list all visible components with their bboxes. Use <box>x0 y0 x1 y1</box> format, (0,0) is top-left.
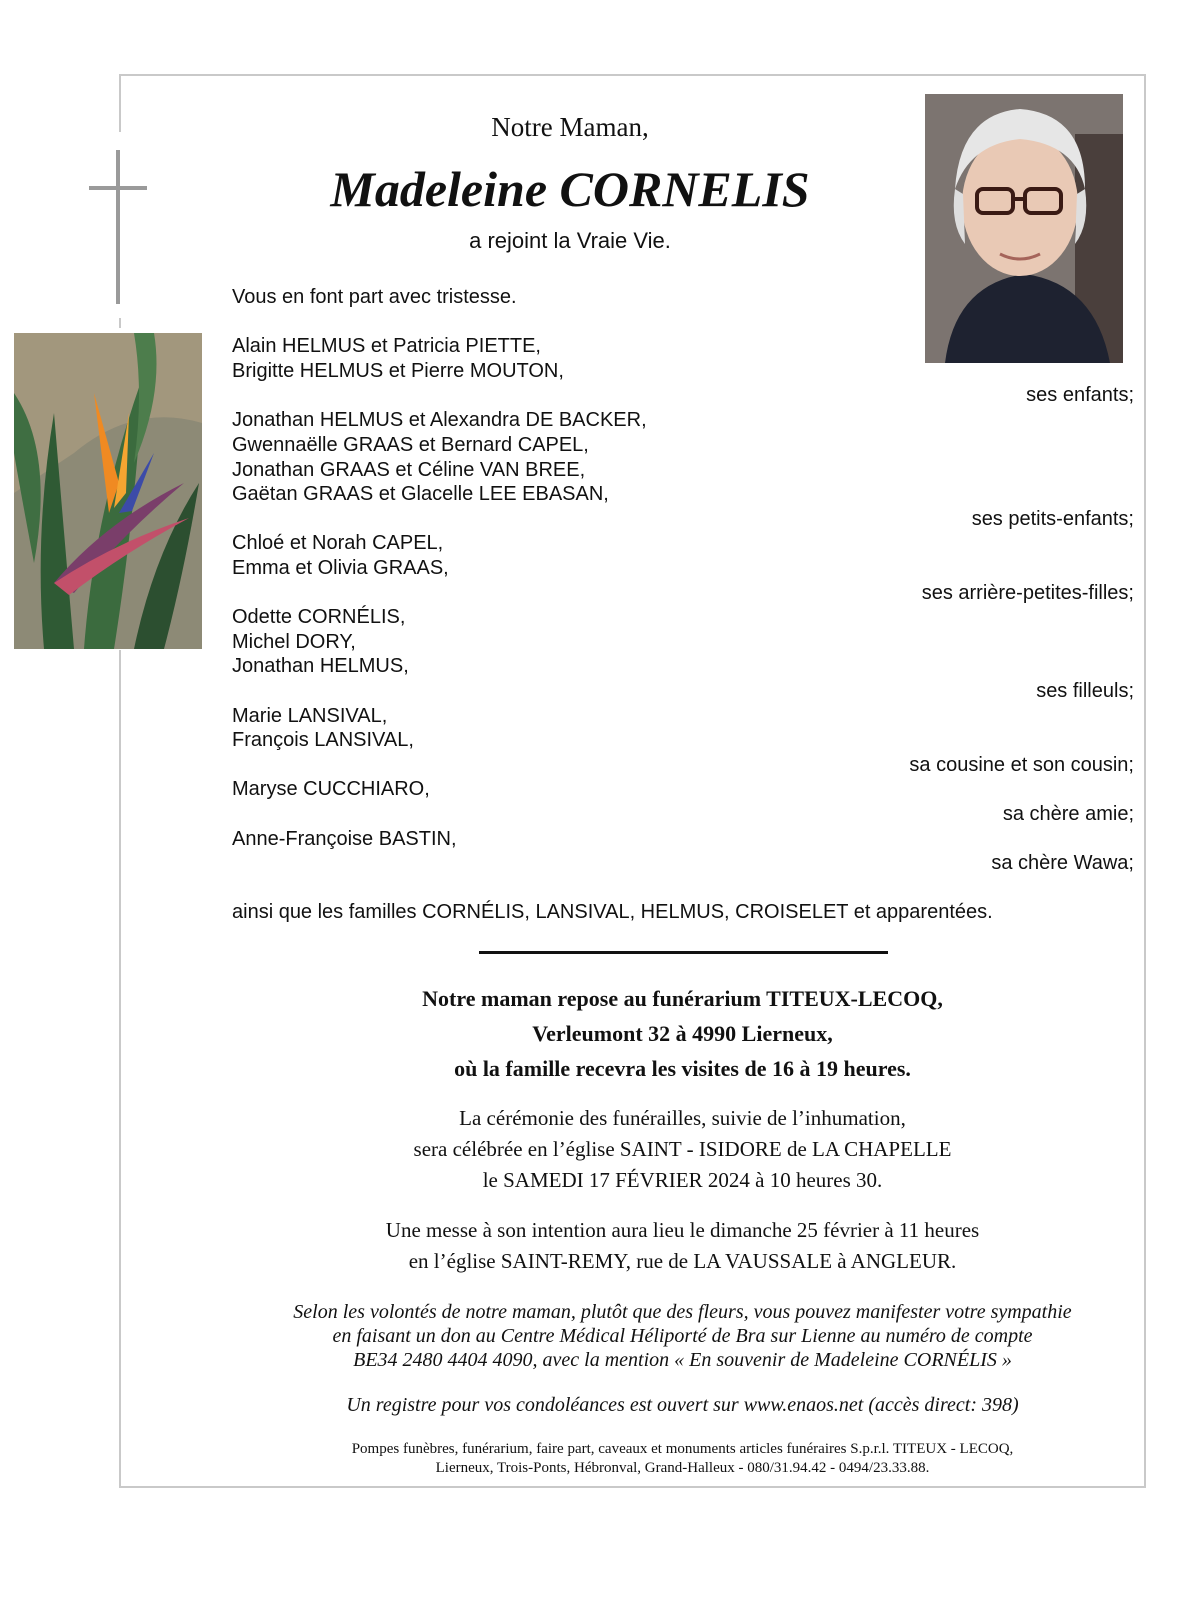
subtitle: a rejoint la Vraie Vie. <box>469 228 671 253</box>
deceased-name: Madeleine CORNELIS <box>330 161 810 217</box>
families-line: ainsi que les familles CORNÉLIS, LANSIVAL, HELMUS, CROISELET et apparentées. <box>232 901 993 923</box>
family-role: sa chère amie; <box>1002 803 1134 825</box>
footer: Pompes funèbres, funérarium, faire part, caveaux et monuments articles funéraires S.p.r.l. TITEUX - LECOQ, Lierneux, Trois-Ponts, Hébronval, Grand-Halleux - 080/31.94.42 - 0494/23.33.88. <box>351 1441 1014 1476</box>
mass-info: Une messe à son intention aura lieu le dimanche 25 février à 11 heures en l’église SAINT-REMY, rue de LA VAUSSALE à ANGLEUR. <box>385 1218 980 1273</box>
family-line: Marie LANSIVAL, <box>232 705 388 727</box>
family-role: sa cousine et son cousin; <box>909 754 1134 776</box>
family-line: François LANSIVAL, <box>232 729 414 751</box>
family-role: ses filleuls; <box>1036 680 1134 702</box>
bird-of-paradise-flower-image <box>14 333 202 649</box>
family-line: Alain HELMUS et Patricia PIETTE, <box>232 335 541 357</box>
funerarium-info: Notre maman repose au funérarium TITEUX-LECOQ, Verleumont 32 à 4990 Lierneux, où la famille recevra les visites de 16 à 19 heures. <box>422 986 943 1081</box>
family-line: Emma et Olivia GRAAS, <box>232 557 449 579</box>
family-line: Chloé et Norah CAPEL, <box>232 532 444 554</box>
portrait-photo <box>925 94 1123 363</box>
family-role: ses arrière-petites-filles; <box>921 582 1134 604</box>
separator <box>479 951 888 954</box>
announcement: Vous en font part avec tristesse. <box>232 286 517 308</box>
family-line: Maryse CUCCHIARO, <box>232 778 430 800</box>
family-line: Brigitte HELMUS et Pierre MOUTON, <box>232 360 564 382</box>
family-line: Jonathan HELMUS, <box>232 655 409 677</box>
family-role: sa chère Wawa; <box>991 852 1134 874</box>
family-line: Jonathan HELMUS et Alexandra DE BACKER, <box>232 409 647 431</box>
donation-info: Selon les volontés de notre maman, plutôt que des fleurs, vous pouvez manifester votre sympathie en faisant un don au Centre Médical Héliporté de Bra sur Lienne au numéro de compte BE34 2480 4404 4090, avec la mention « En souvenir de Madeleine CORNÉLIS » <box>293 1301 1072 1371</box>
family-line: Anne-Françoise BASTIN, <box>232 828 457 850</box>
family-line: Odette CORNÉLIS, <box>232 606 406 628</box>
family-role: ses enfants; <box>1026 384 1134 406</box>
intro-line: Notre Maman, <box>491 112 649 142</box>
family-line: Gaëtan GRAAS et Glacelle LEE EBASAN, <box>232 483 609 505</box>
ceremony-info: La cérémonie des funérailles, suivie de l’inhumation, sera célébrée en l’église SAINT - ISIDORE de LA CHAPELLE le SAMEDI 17 FÉVRIER 2024 à 10 heures 30. <box>413 1106 952 1192</box>
family-line: Michel DORY, <box>232 631 356 653</box>
family-role: ses petits-enfants; <box>971 508 1134 530</box>
family-line: Jonathan GRAAS et Céline VAN BREE, <box>232 459 586 481</box>
condolence-register: Un registre pour vos condoléances est ouvert sur www.enaos.net (accès direct: 398) <box>346 1394 1019 1416</box>
family-line: Gwennaëlle GRAAS et Bernard CAPEL, <box>232 434 589 456</box>
